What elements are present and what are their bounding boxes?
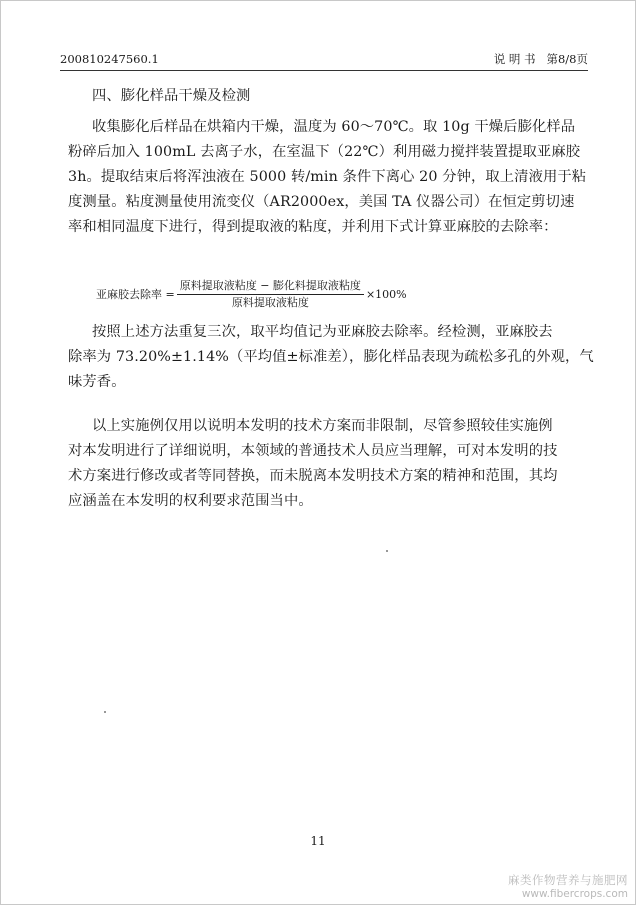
paragraph-3: [68, 414, 582, 514]
watermark-url: www.fibercrops.com: [521, 888, 628, 900]
site-watermark: [508, 873, 628, 901]
paragraph-1: [68, 115, 587, 240]
watermark-site-name: 麻类作物营养与施肥网: [508, 873, 628, 887]
paragraph-line: 3h。提取结束后将浑浊液在 5000 转/min 条件下离心 20 分钟，取上清液用于粘: [68, 169, 587, 185]
paragraph-line: 对本发明进行了详细说明，本领域的普通技术人员应当理解，可对本发明的技: [68, 443, 558, 459]
formula-lhs: 亚麻胶去除率 =: [96, 288, 175, 301]
scan-speck: [386, 550, 388, 552]
page-header: [60, 50, 588, 68]
page-label-group: [494, 50, 588, 68]
formula-fraction: [177, 279, 364, 310]
paragraph-line: 收集膨化后样品在烘箱内干燥，温度为 60～70℃。取 10g 干燥后膨化样品: [92, 119, 576, 135]
paragraph-line: 按照上述方法重复三次，取平均值记为亚麻胶去除率。经检测，亚麻胶去: [92, 324, 553, 340]
formula-multiplier: ×100%: [365, 287, 407, 301]
paragraph-line: 味芳香。: [68, 374, 126, 390]
paragraph-2: [68, 320, 594, 395]
page-number: 11: [310, 834, 326, 848]
paragraph-line: 术方案进行修改或者等同替换，而未脱离本发明技术方案的精神和范围，其均: [68, 468, 558, 484]
formula-numerator: 原料提取液粘度 − 膨化料提取液粘度: [177, 279, 364, 295]
header-rule: [60, 70, 588, 71]
paragraph-line: 率和相同温度下进行，得到提取液的粘度，并利用下式计算亚麻胶的去除率：: [68, 219, 558, 235]
scan-speck: [104, 711, 106, 713]
doc-number: 200810247560.1: [60, 52, 159, 66]
formula-denominator: 原料提取液粘度: [231, 295, 309, 309]
section-title: 四、膨化样品干燥及检测: [92, 88, 251, 104]
section-label: 说 明 书: [493, 52, 536, 66]
page-label: 第8/8页: [546, 52, 588, 66]
paragraph-line: 以上实施例仅用以说明本发明的技术方案而非限制，尽管参照较佳实施例: [92, 418, 553, 434]
paragraph-line: 度测量。粘度测量使用流变仪（AR2000ex，美国 TA 仪器公司）在恒定剪切速: [68, 194, 575, 210]
removal-rate-formula: [96, 277, 407, 311]
paragraph-line: 粉碎后加入 100mL 去离子水，在室温下（22℃）利用磁力搅拌装置提取亚麻胶: [68, 144, 581, 160]
paragraph-line: 除率为 73.20%±1.14%（平均值±标准差），膨化样品表现为疏松多孔的外观，气: [68, 349, 594, 365]
paragraph-line: 应涵盖在本发明的权利要求范围当中。: [68, 493, 313, 509]
